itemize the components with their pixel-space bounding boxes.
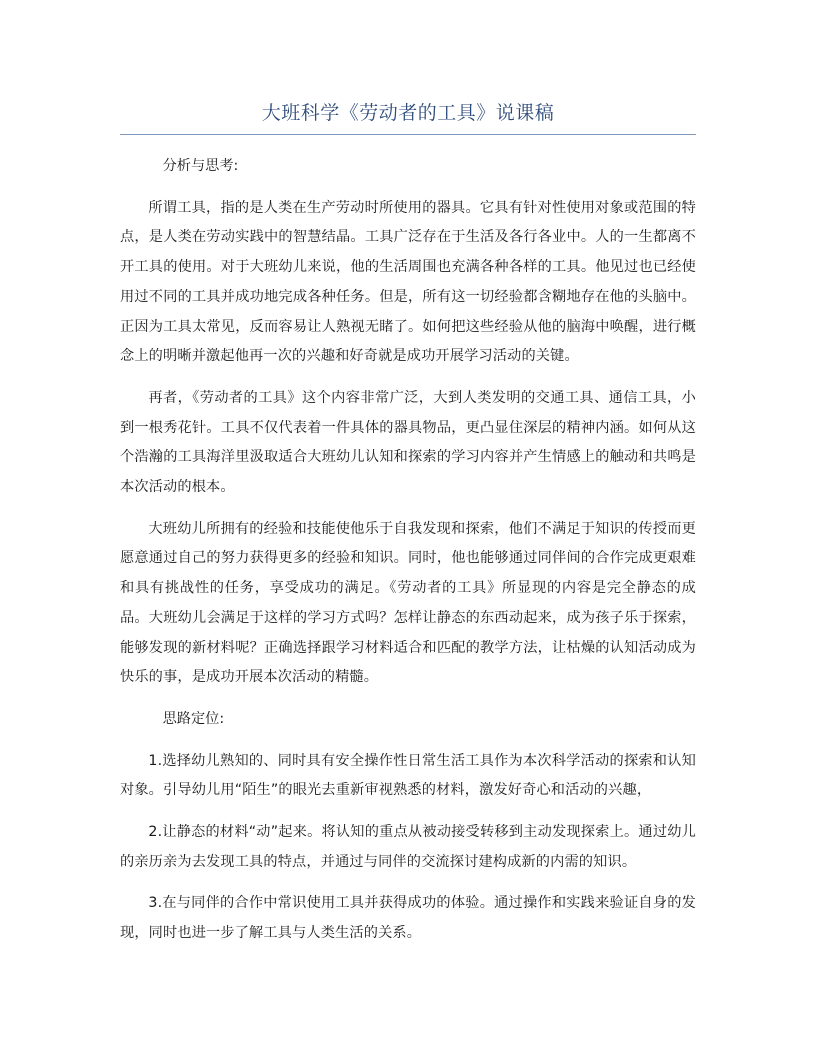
title-divider: [120, 134, 696, 135]
section-heading-positioning: 思路定位:: [162, 710, 225, 727]
document-body: [120, 152, 696, 961]
document-title: 大班科学《劳动者的工具》说课稿: [261, 102, 555, 124]
paragraph-positioning-3: 3.在与同伴的合作中常识使用工具并获得成功的体验。通过操作和实践来验证自身的发现，同时也进一步了解工具与人类生活的关系。: [120, 895, 696, 942]
paragraph-positioning-2: 2.让静态的材料“动”起来。将认知的重点从被动接受转移到主动发现探索上。通过幼儿的亲历亲为去发现工具的特点，并通过与同伴的交流探讨建构成新的内需的知识。: [120, 824, 696, 870]
paragraph-positioning-1: 1.选择幼儿熟知的、同时具有安全操作性日常生活工具作为本次科学活动的探索和认知对象。引导幼儿用“陌生”的眼光去重新审视熟悉的材料，激发好奇心和活动的兴趣，: [120, 752, 696, 799]
paragraph-analysis-1: 所谓工具，指的是人类在生产劳动时所使用的器具。它具有针对性使用对象或范围的特点，是人类在劳动实践中的智慧结晶。工具广泛存在于生活及各行各业中。人的一生都离不开工具的使用。对于大班幼儿来说，他的生活周围也充满各种各样的工具。他见过也已经使用过不同的工具并成功地完成各种任务。但是，所有这一切经验都含糊地存在他的头脑中。正因为工具太常见，反而容易让人熟视无睹了。如何把这些经验从他的脑海中唤醒，进行概念上的明晰并激起他再一次的兴趣和好奇就是成功开展学习活动的关键。: [120, 199, 696, 365]
section-heading-analysis: 分析与思考:: [162, 158, 239, 174]
paragraph-analysis-2: 再者，《劳动者的工具》这个内容非常广泛，大到人类发明的交通工具、通信工具，小到一根秀花针。工具不仅代表着一件具体的器具物品，更凸显住深层的精神内涵。如何从这个浩瀚的工具海洋里汲取适合大班幼儿认知和探索的学习内容并产生情感上的触动和共鸣是本次活动的根本。: [120, 389, 696, 496]
paragraph-analysis-3: 大班幼儿所拥有的经验和技能使他乐于自我发现和探索，他们不满足于知识的传授而更愿意通过自己的努力获得更多的经验和知识。同时，他也能够通过同伴间的合作完成更艰难和具有挑战性的任务，享受成功的满足。《劳动者的工具》所显现的内容是完全静态的成品。大班幼儿会满足于这样的学习方式吗？怎样让静态的东西动起来，成为孩子乐于探索，能够发现的新材料呢？正确选择跟学习材料适合和匹配的教学方法，让枯燥的认知活动成为快乐的事，是成功开展本次活动的精髓。: [120, 520, 696, 686]
